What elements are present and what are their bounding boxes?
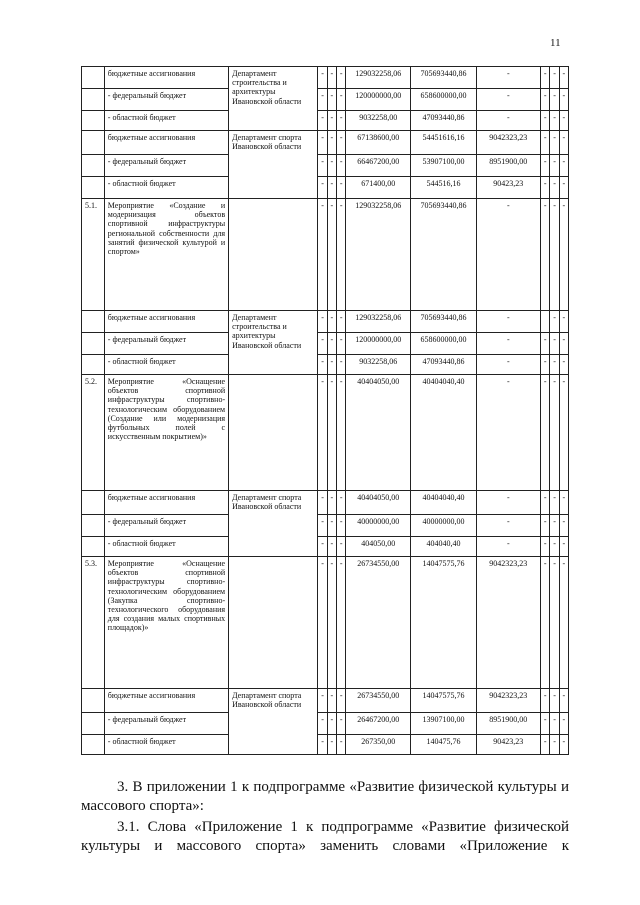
dash-cell: -: [336, 735, 345, 755]
dash-cell: -: [327, 537, 336, 557]
dash-cell: -: [327, 515, 336, 537]
dash-cell: -: [327, 67, 336, 89]
table-row: [82, 557, 569, 689]
dash-cell: -: [318, 689, 327, 713]
dash-cell: -: [559, 131, 568, 155]
dash-cell: -: [327, 131, 336, 155]
page-number: 11: [550, 37, 561, 49]
amount-cell: 40000000,00: [411, 515, 476, 537]
dash-cell: -: [318, 735, 327, 755]
amount-cell: 267350,00: [346, 735, 411, 755]
dash-cell: -: [550, 491, 559, 515]
dash-cell: -: [318, 355, 327, 375]
dash-cell: -: [559, 333, 568, 355]
row-name-cell: - областной бюджет: [104, 177, 228, 199]
dash-cell: -: [327, 355, 336, 375]
amount-cell: 26734550,00: [346, 689, 411, 713]
amount-cell: 53907100,00: [411, 155, 476, 177]
dash-cell: -: [550, 111, 559, 131]
dash-cell: -: [550, 375, 559, 491]
amount-cell: 47093440,86: [411, 111, 476, 131]
dash-cell: -: [540, 375, 549, 491]
dash-cell: -: [559, 515, 568, 537]
dash-cell: -: [336, 537, 345, 557]
amount-cell: -: [476, 515, 540, 537]
dash-cell: -: [327, 689, 336, 713]
amount-cell: -: [476, 375, 540, 491]
row-name-cell: бюджетные ассигнования: [104, 67, 228, 89]
dash-cell: -: [327, 177, 336, 199]
row-name-cell: - федеральный бюджет: [104, 515, 228, 537]
amount-cell: 40404040,40: [411, 491, 476, 515]
dash-cell: -: [327, 735, 336, 755]
amount-cell: 140475,76: [411, 735, 476, 755]
row-number-cell: 5.1.: [82, 199, 105, 311]
dash-cell: -: [550, 177, 559, 199]
executor-cell: Департамент строительства и архитектуры Ивановской области: [229, 67, 318, 131]
amount-cell: -: [476, 537, 540, 557]
dash-cell: -: [550, 67, 559, 89]
dash-cell: -: [559, 67, 568, 89]
dash-cell: -: [336, 131, 345, 155]
dash-cell: -: [318, 199, 327, 311]
amount-cell: 40404050,00: [346, 491, 411, 515]
dash-cell: -: [336, 375, 345, 491]
dash-cell: -: [318, 131, 327, 155]
row-name-cell: - областной бюджет: [104, 735, 228, 755]
executor-cell: [229, 199, 318, 311]
amount-cell: -: [476, 355, 540, 375]
row-name-cell: - областной бюджет: [104, 111, 228, 131]
amount-cell: -: [476, 89, 540, 111]
row-number-cell: [82, 491, 105, 515]
dash-cell: -: [540, 111, 549, 131]
table-row: [82, 311, 569, 333]
dash-cell: -: [336, 689, 345, 713]
dash-cell: -: [540, 333, 549, 355]
table-row: [82, 515, 569, 537]
row-number-cell: 5.3.: [82, 557, 105, 689]
table-row: [82, 111, 569, 131]
amount-cell: 90423,23: [476, 177, 540, 199]
dash-cell: -: [327, 311, 336, 333]
row-number-cell: [82, 111, 105, 131]
dash-cell: -: [318, 177, 327, 199]
dash-cell: -: [540, 537, 549, 557]
row-number-cell: [82, 67, 105, 89]
executor-cell: Департамент спорта Ивановской области: [229, 131, 318, 199]
row-name-cell: бюджетные ассигнования: [104, 311, 228, 333]
amount-cell: -: [476, 67, 540, 89]
dash-cell: -: [336, 355, 345, 375]
dash-cell: -: [550, 515, 559, 537]
dash-cell: -: [540, 713, 549, 735]
dash-cell: -: [540, 155, 549, 177]
dash-cell: -: [327, 89, 336, 111]
dash-cell: -: [327, 713, 336, 735]
dash-cell: -: [540, 67, 549, 89]
amount-cell: 658600000,00: [411, 333, 476, 355]
row-number-cell: [82, 333, 105, 355]
row-name-cell: бюджетные ассигнования: [104, 491, 228, 515]
amount-cell: 9042323,23: [476, 689, 540, 713]
dash-cell: -: [550, 199, 559, 311]
dash-cell: -: [550, 89, 559, 111]
dash-cell: -: [336, 177, 345, 199]
row-number-cell: [82, 537, 105, 557]
amount-cell: 9032258,00: [346, 111, 411, 131]
table-row: [82, 537, 569, 557]
amount-cell: 120000000,00: [346, 89, 411, 111]
amount-cell: 544516,16: [411, 177, 476, 199]
dash-cell: -: [318, 375, 327, 491]
amount-cell: 404050,00: [346, 537, 411, 557]
dash-cell: -: [540, 199, 549, 311]
dash-cell: -: [559, 537, 568, 557]
dash-cell: -: [559, 199, 568, 311]
amount-cell: 26734550,00: [346, 557, 411, 689]
dash-cell: -: [559, 355, 568, 375]
amount-cell: 40404040,40: [411, 375, 476, 491]
amount-cell: 129032258,06: [346, 67, 411, 89]
amount-cell: 705693440,86: [411, 199, 476, 311]
dash-cell: -: [540, 131, 549, 155]
dash-cell: -: [318, 67, 327, 89]
dash-cell: -: [559, 735, 568, 755]
amount-cell: 47093440,86: [411, 355, 476, 375]
dash-cell: -: [540, 689, 549, 713]
executor-cell: [229, 375, 318, 491]
amount-cell: 705693440,86: [411, 67, 476, 89]
dash-cell: -: [540, 177, 549, 199]
dash-cell: -: [336, 515, 345, 537]
dash-cell: -: [550, 333, 559, 355]
row-number-cell: [82, 89, 105, 111]
table-body: [82, 67, 569, 755]
table-row: [82, 67, 569, 89]
dash-cell: -: [336, 155, 345, 177]
row-name-cell: Мероприятие «Создание и модернизация объектов спортивной инфраструктуры региональной собственности для занятий физической культурой и спортом»: [104, 199, 228, 311]
amount-cell: 9042323,23: [476, 131, 540, 155]
row-name-cell: - федеральный бюджет: [104, 333, 228, 355]
amount-cell: 705693440,86: [411, 311, 476, 333]
dash-cell: -: [540, 735, 549, 755]
dash-cell: -: [559, 491, 568, 515]
dash-cell: [540, 311, 549, 333]
row-number-cell: [82, 689, 105, 713]
dash-cell: -: [327, 375, 336, 491]
dash-cell: -: [336, 713, 345, 735]
paragraph-item-3: 3. В приложении 1 к подпрограмме «Развитие физической культуры и массового спорта»:: [81, 779, 569, 814]
dash-cell: -: [336, 491, 345, 515]
dash-cell: -: [318, 333, 327, 355]
dash-cell: -: [318, 713, 327, 735]
dash-cell: -: [318, 491, 327, 515]
dash-cell: -: [540, 491, 549, 515]
dash-cell: -: [559, 89, 568, 111]
dash-cell: -: [559, 111, 568, 131]
dash-cell: -: [550, 155, 559, 177]
dash-cell: -: [318, 89, 327, 111]
dash-cell: -: [336, 311, 345, 333]
row-number-cell: [82, 131, 105, 155]
amount-cell: 67138600,00: [346, 131, 411, 155]
dash-cell: -: [318, 515, 327, 537]
dash-cell: -: [318, 557, 327, 689]
row-number-cell: 5.2.: [82, 375, 105, 491]
dash-cell: -: [550, 355, 559, 375]
dash-cell: -: [550, 735, 559, 755]
amount-cell: 671400,00: [346, 177, 411, 199]
amount-cell: 8951900,00: [476, 155, 540, 177]
dash-cell: -: [550, 537, 559, 557]
dash-cell: -: [336, 333, 345, 355]
amount-cell: -: [476, 111, 540, 131]
dash-cell: -: [318, 155, 327, 177]
table-row: [82, 355, 569, 375]
amount-cell: 90423,23: [476, 735, 540, 755]
table-row: [82, 689, 569, 713]
dash-cell: -: [559, 375, 568, 491]
row-name-cell: - федеральный бюджет: [104, 155, 228, 177]
table-row: [82, 155, 569, 177]
dash-cell: -: [336, 67, 345, 89]
dash-cell: -: [550, 131, 559, 155]
row-number-cell: [82, 515, 105, 537]
amount-cell: 40000000,00: [346, 515, 411, 537]
amount-cell: -: [476, 491, 540, 515]
dash-cell: -: [336, 557, 345, 689]
dash-cell: -: [550, 311, 559, 333]
row-name-cell: Мероприятие «Оснащение объектов спортивной инфраструктуры спортивно-технологическим оборудованием (Создание или модернизация футбольных полей с искусственным покрытием)»: [104, 375, 228, 491]
dash-cell: -: [336, 89, 345, 111]
table-row: [82, 199, 569, 311]
amount-cell: 54451616,16: [411, 131, 476, 155]
dash-cell: -: [540, 89, 549, 111]
dash-cell: -: [540, 557, 549, 689]
row-name-cell: бюджетные ассигнования: [104, 131, 228, 155]
row-name-cell: - областной бюджет: [104, 537, 228, 557]
amount-cell: 129032258,06: [346, 199, 411, 311]
executor-cell: Департамент строительства и архитектуры Ивановской области: [229, 311, 318, 375]
amount-cell: -: [476, 199, 540, 311]
dash-cell: -: [550, 713, 559, 735]
paragraph-item-3-1: 3.1. Слова «Приложение 1 к подпрограмме «Развитие физической культуры и массового спорта» заменить словами «Приложение к: [81, 819, 569, 854]
row-number-cell: [82, 311, 105, 333]
executor-cell: Департамент спорта Ивановской области: [229, 491, 318, 557]
amount-cell: 13907100,00: [411, 713, 476, 735]
row-name-cell: - федеральный бюджет: [104, 713, 228, 735]
amount-cell: 9032258,06: [346, 355, 411, 375]
dash-cell: -: [336, 199, 345, 311]
dash-cell: -: [318, 537, 327, 557]
row-number-cell: [82, 713, 105, 735]
amount-cell: 14047575,76: [411, 557, 476, 689]
dash-cell: -: [559, 155, 568, 177]
dash-cell: -: [550, 557, 559, 689]
amount-cell: 8951900,00: [476, 713, 540, 735]
amount-cell: 26467200,00: [346, 713, 411, 735]
dash-cell: -: [540, 515, 549, 537]
amount-cell: 40404050,00: [346, 375, 411, 491]
table-row: [82, 131, 569, 155]
dash-cell: -: [559, 177, 568, 199]
dash-cell: -: [559, 311, 568, 333]
dash-cell: -: [327, 111, 336, 131]
table-row: [82, 89, 569, 111]
dash-cell: -: [318, 111, 327, 131]
dash-cell: -: [327, 491, 336, 515]
dash-cell: -: [318, 311, 327, 333]
table-row: [82, 491, 569, 515]
table-row: [82, 735, 569, 755]
executor-cell: Департамент спорта Ивановской области: [229, 689, 318, 755]
amount-cell: 404040,40: [411, 537, 476, 557]
amount-cell: -: [476, 311, 540, 333]
dash-cell: -: [559, 557, 568, 689]
dash-cell: -: [327, 199, 336, 311]
amount-cell: 9042323,23: [476, 557, 540, 689]
row-number-cell: [82, 355, 105, 375]
dash-cell: -: [327, 557, 336, 689]
table-row: [82, 713, 569, 735]
amount-cell: 658600000,00: [411, 89, 476, 111]
row-name-cell: бюджетные ассигнования: [104, 689, 228, 713]
executor-cell: [229, 557, 318, 689]
table-row: [82, 177, 569, 199]
amount-cell: -: [476, 333, 540, 355]
dash-cell: -: [559, 689, 568, 713]
row-name-cell: Мероприятие «Оснащение объектов спортивной инфраструктуры спортивно-технологическим оборудованием (Закупка спортивно-технологического оборудования для создания малых спортивных площадок)»: [104, 557, 228, 689]
dash-cell: -: [550, 689, 559, 713]
dash-cell: -: [559, 713, 568, 735]
amount-cell: 120000000,00: [346, 333, 411, 355]
dash-cell: -: [327, 155, 336, 177]
table-row: [82, 333, 569, 355]
amount-cell: 129032258,06: [346, 311, 411, 333]
amount-cell: 14047575,76: [411, 689, 476, 713]
budget-table: [81, 66, 569, 755]
dash-cell: -: [336, 111, 345, 131]
row-name-cell: - областной бюджет: [104, 355, 228, 375]
row-number-cell: [82, 735, 105, 755]
dash-cell: -: [540, 355, 549, 375]
amount-cell: 66467200,00: [346, 155, 411, 177]
row-name-cell: - федеральный бюджет: [104, 89, 228, 111]
table-row: [82, 375, 569, 491]
dash-cell: -: [327, 333, 336, 355]
row-number-cell: [82, 155, 105, 177]
row-number-cell: [82, 177, 105, 199]
